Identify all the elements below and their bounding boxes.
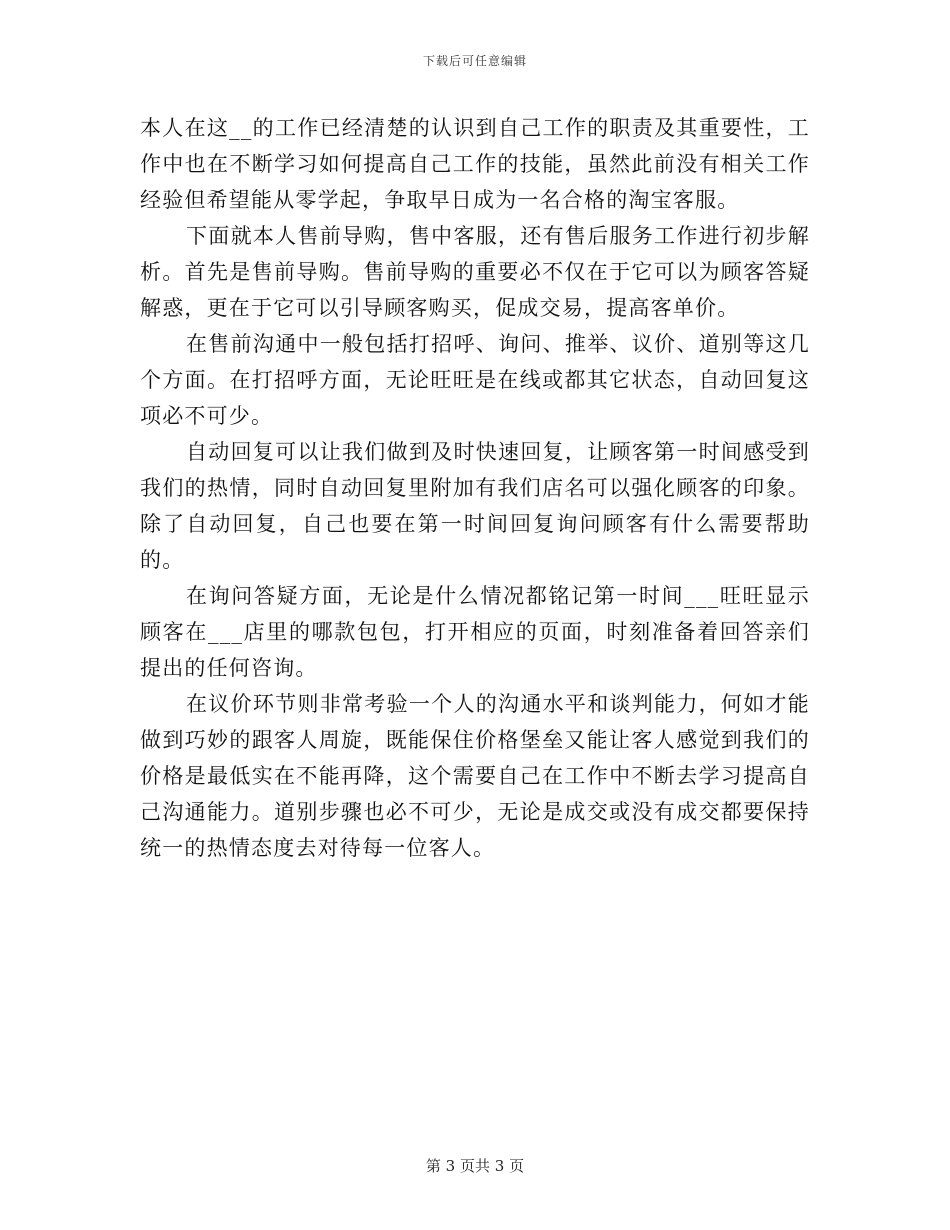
paragraph-6: 在议价环节则非常考验一个人的沟通水平和谈判能力，何如才能做到巧妙的跟客人周旋，既能保住价格堡垒又能让客人感觉到我们的价格是最低实在不能再降，这个需要自己在工作中不断去学习提高自己沟通能力。道别步骤也必不可少，无论是成交或没有成交都要保持统一的热情态度去对待每一位客人。	[140, 692, 810, 860]
document-body	[140, 110, 810, 866]
paragraph-2: 下面就本人售前导购，售中客服，还有售后服务工作进行初步解析。首先是售前导购。售前导购的重要必不仅在于它可以为顾客答疑解惑，更在于它可以引导顾客购买，促成交易，提高客单价。	[140, 224, 810, 320]
page-header: 下载后可任意编辑	[422, 54, 527, 68]
paragraph-5: 在询问答疑方面，无论是什么情况都铭记第一时间___旺旺显示顾客在___店里的哪款包包，打开相应的页面，时刻准备着回答亲们提出的任何咨询。	[140, 584, 810, 680]
paragraph-4: 自动回复可以让我们做到及时快速回复，让顾客第一时间感受到我们的热情，同时自动回复里附加有我们店名可以强化顾客的印象。除了自动回复，自己也要在第一时间回复询问顾客有什么需要帮助的。	[140, 440, 810, 572]
paragraph-1: 本人在这__的工作已经清楚的认识到自己工作的职责及其重要性，工作中也在不断学习如何提高自己工作的技能，虽然此前没有相关工作经验但希望能从零学起，争取早日成为一名合格的淘宝客服。	[140, 116, 810, 212]
page-footer: 第 3 页共 3 页	[425, 1157, 525, 1175]
paragraph-3: 在售前沟通中一般包括打招呼、询问、推举、议价、道别等这几个方面。在打招呼方面，无论旺旺是在线或都其它状态，自动回复这项必不可少。	[140, 332, 810, 428]
